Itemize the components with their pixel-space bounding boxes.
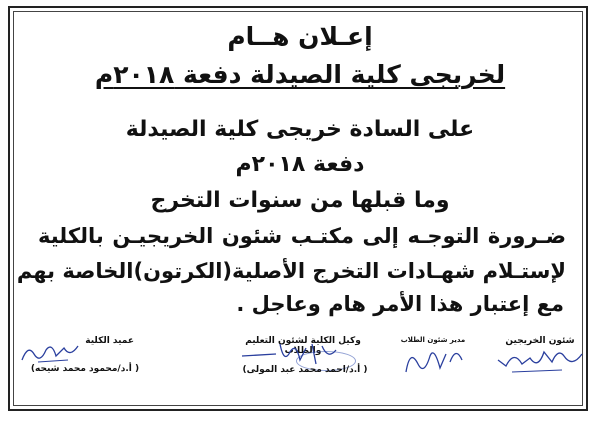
vice-dean-name-block bbox=[225, 365, 385, 375]
graduates-affairs-title: شئون الخريجين bbox=[505, 336, 575, 346]
notice-title: إعـلان هــام bbox=[227, 22, 373, 51]
student-affairs-signature-scribble bbox=[400, 342, 470, 378]
dean-name: ( أ.د/محمود محمد شيحه) bbox=[30, 364, 140, 374]
vice-dean-title: وكيل الكلية لشئون التعليم والطلاب bbox=[245, 336, 361, 356]
body-line-1: على السادة خريجى كلية الصيدلة bbox=[125, 117, 475, 142]
notice-subtitle: لخريجى كلية الصيدلة دفعة ٢٠١٨م bbox=[94, 60, 506, 89]
body-line-3: وما قبلها من سنوات التخرج bbox=[150, 188, 450, 213]
student-affairs-title: مدير شئون الطلاب bbox=[400, 336, 466, 344]
graduates-affairs-signature-scribble bbox=[492, 344, 588, 378]
dean-signature-scribble bbox=[18, 340, 88, 366]
body-line-4: ضـرورة التوجـه إلى مكتـب شئون الخريجيـن بالكلية bbox=[38, 224, 566, 248]
body-line-5: لإستـلام شهـادات التخرج الأصلية(الكرتون)الخاصة بهم bbox=[16, 259, 566, 283]
vice-dean-name: ( أ.د/احمد محمد عبد المولى) bbox=[242, 365, 368, 375]
body-line-6: مع إعتبار هذا الأمر هام وعاجل . bbox=[236, 292, 564, 316]
dean-title: عميد الكلية bbox=[85, 336, 134, 346]
body-line-2: دفعة ٢٠١٨م bbox=[235, 152, 365, 177]
dean-name-block bbox=[20, 364, 150, 374]
